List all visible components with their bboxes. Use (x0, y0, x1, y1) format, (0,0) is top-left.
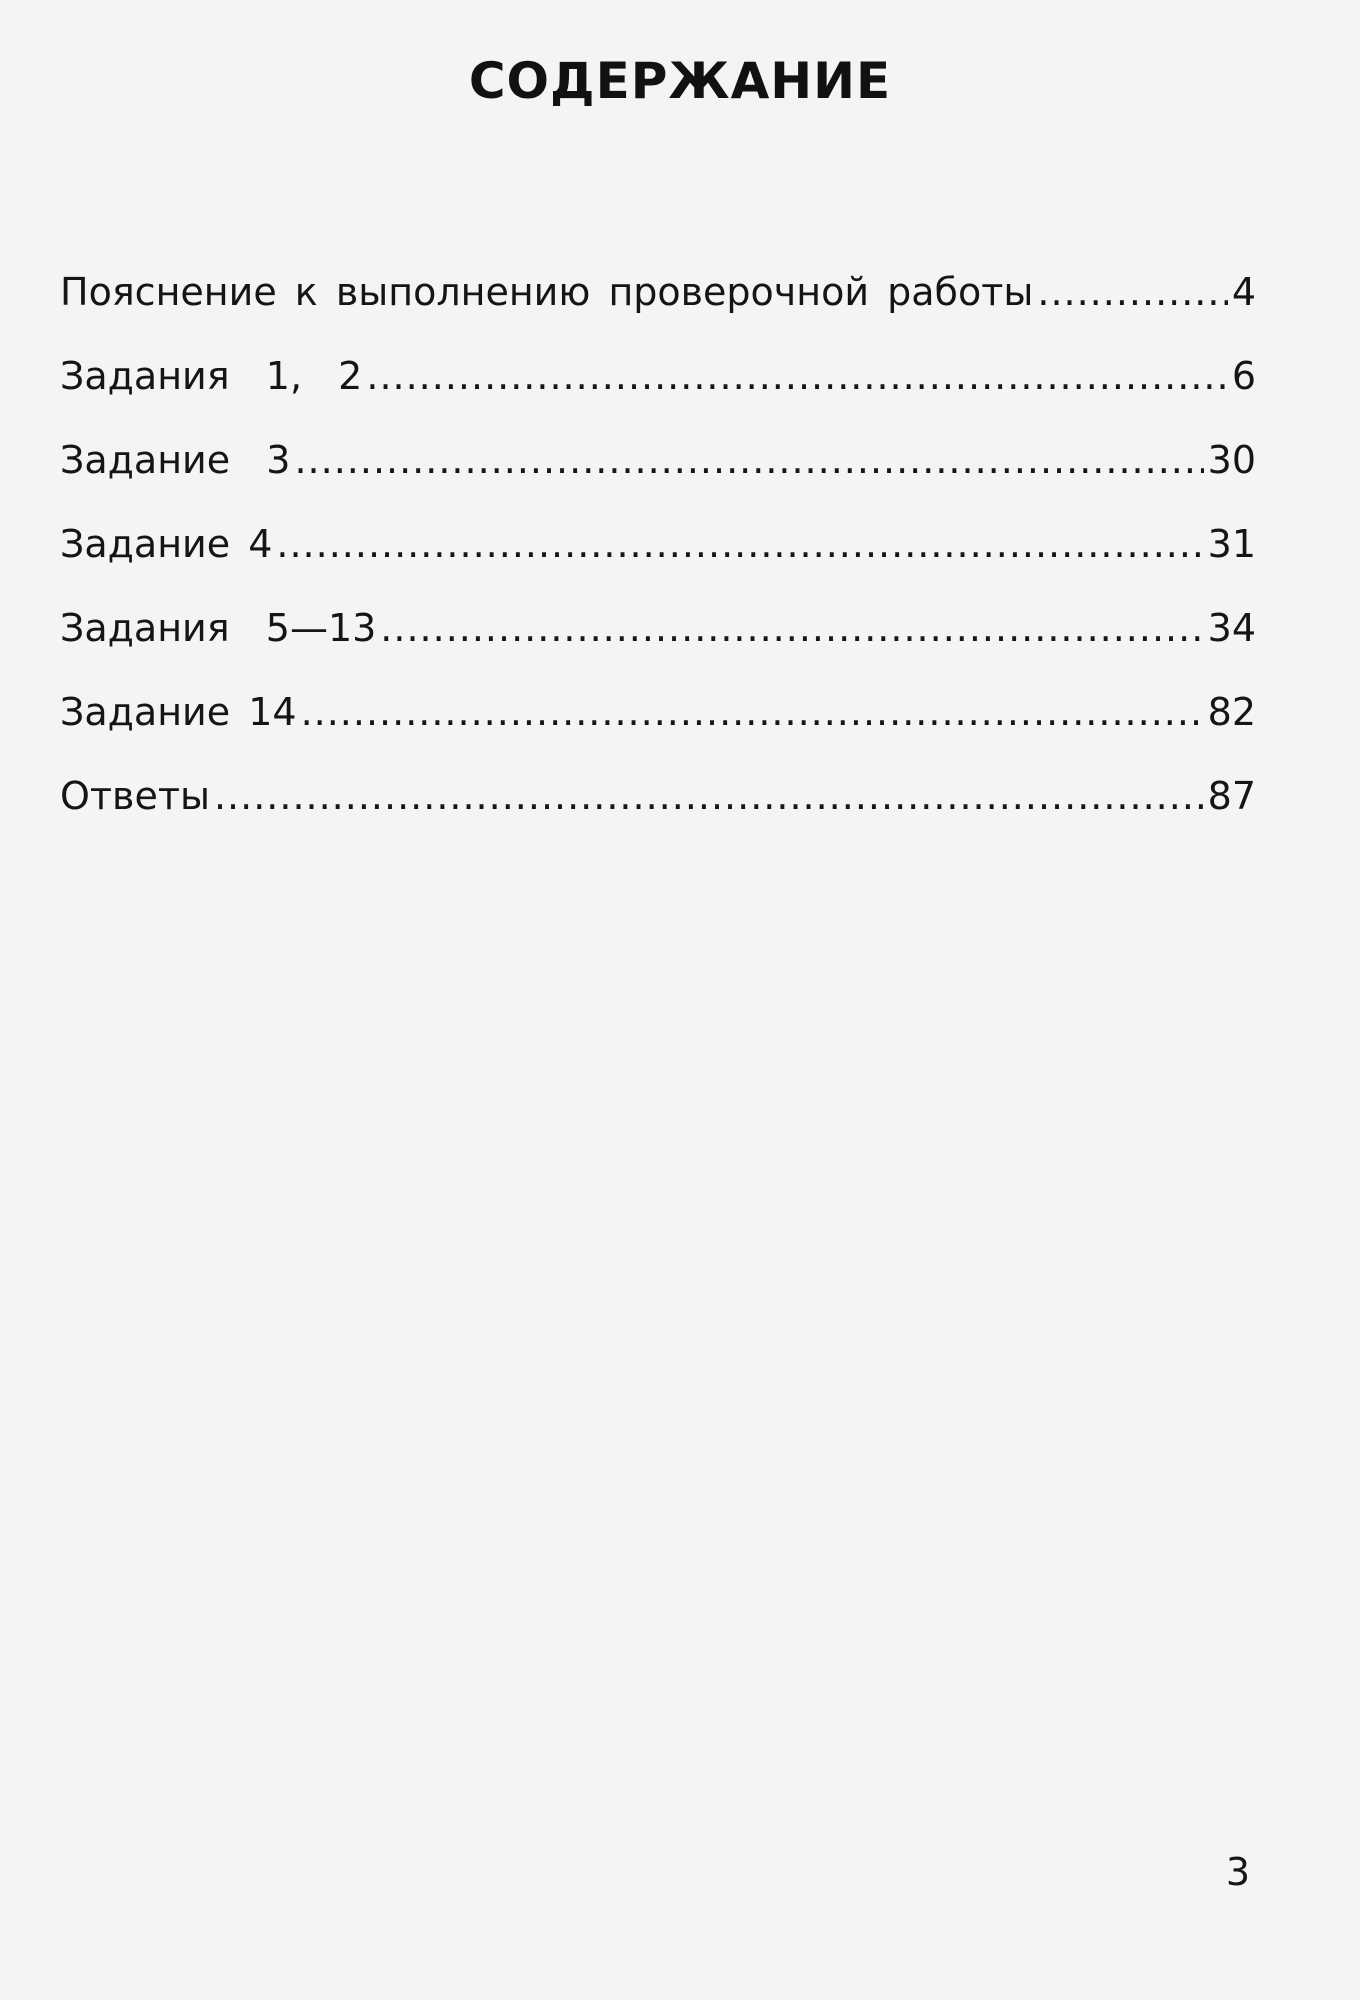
toc-entry (60, 690, 1256, 774)
page-title: СОДЕРЖАНИЕ (468, 52, 892, 110)
toc-entry-page: 31 (1207, 522, 1256, 566)
toc-entry-page: 87 (1207, 774, 1256, 818)
toc-entry (60, 270, 1256, 354)
toc-leader-dots (366, 354, 1227, 398)
toc-entry-page: 4 (1231, 270, 1256, 314)
toc-entry-label: Задания 1, 2 (60, 354, 363, 398)
toc-entry-page: 82 (1207, 690, 1256, 734)
toc-entry-label: Задания 5—13 (60, 606, 377, 650)
toc-entry (60, 522, 1256, 606)
toc-entry-label: Ответы (60, 774, 210, 818)
table-of-contents (60, 270, 1256, 858)
toc-entry-label: Пояснение к выполнению проверочной работы (60, 270, 1034, 314)
toc-entry-label: Задание 3 (60, 438, 291, 482)
toc-leader-dots (276, 522, 1203, 566)
toc-leader-dots (1037, 270, 1227, 314)
page-number: 3 (1225, 1850, 1250, 1894)
toc-entry-page: 6 (1231, 354, 1256, 398)
toc-leader-dots (301, 690, 1204, 734)
toc-entry (60, 774, 1256, 858)
toc-entry-page: 34 (1207, 606, 1256, 650)
toc-entry-label: Задание 4 (60, 522, 273, 566)
toc-leader-dots (214, 774, 1204, 818)
toc-leader-dots (380, 606, 1203, 650)
toc-leader-dots (294, 438, 1203, 482)
toc-entry (60, 354, 1256, 438)
toc-entry (60, 438, 1256, 522)
toc-entry (60, 606, 1256, 690)
toc-entry-label: Задание 14 (60, 690, 297, 734)
toc-entry-page: 30 (1207, 438, 1256, 482)
